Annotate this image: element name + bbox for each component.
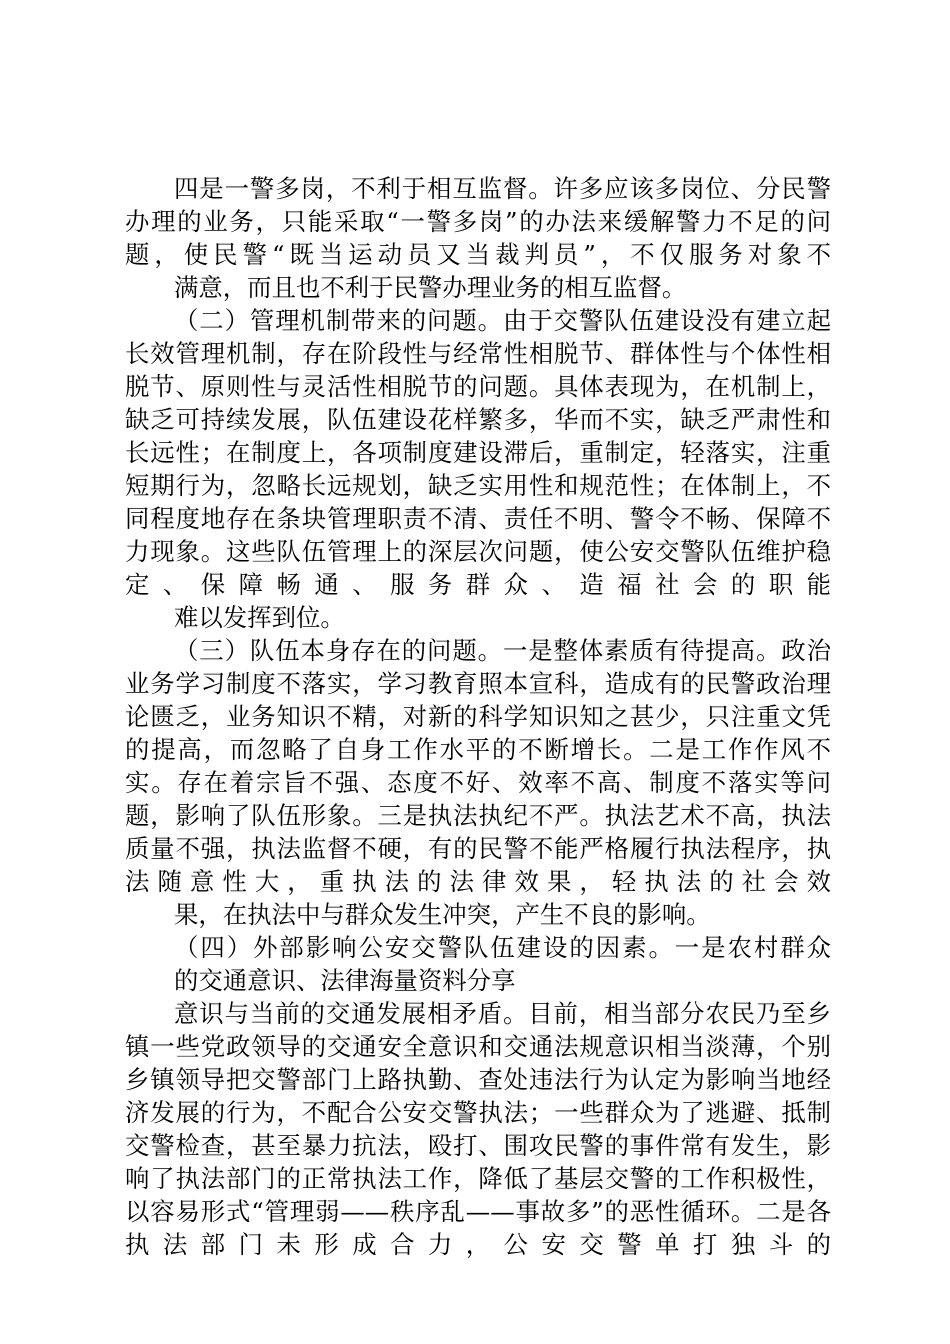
paragraph-team-problems bbox=[125, 634, 831, 931]
document-page bbox=[125, 172, 831, 1261]
paragraph-external-factors bbox=[125, 931, 831, 997]
paragraph-last-line: 果，在执法中与群众发生冲突，产生不良的影响。 bbox=[174, 900, 711, 929]
paragraph-body: （二）管理机制带来的问题。由于交警队伍建设没有建立起长效管理机制，存在阶段性与经常性相脱节、群体性与个体性相脱节、原则性与灵活性相脱节的问题。具体表现为，在机制上，缺乏可持续发展，队伍建设花样繁多，华而不实，缺乏严肃性和长远性；在制度上，各项制度建设滞后，重制定，轻落实，注重短期行为，忽略长远规划，缺乏实用性和规范性；在体制上，不同程度地存在条块管理职责不清、责任不明、警令不畅、保障不力现象。这些队伍管理上的深层次问题，使公安交警队伍维护稳定、保障畅通、服务群众、造福社会的职能 bbox=[125, 306, 831, 599]
paragraph-body: （三）队伍本身存在的问题。一是整体素质有待提高。政治业务学习制度不落实，学习教育照本宣科，造成有的民警政治理论匮乏，业务知识不精，对新的科学知识知之甚少，只注重文凭的提高，而忽略了自身工作水平的不断增长。二是工作作风不实。存在着宗旨不强、态度不好、效率不高、制度不落实等问题，影响了队伍形象。三是执法执纪不严。执法艺术不高，执法质量不强，执法监督不硬，有的民警不能严格履行执法程序，执法随意性大，重执法的法律效果，轻执法的社会效 bbox=[125, 636, 831, 896]
paragraph-last-line: 难以发挥到位。 bbox=[174, 603, 345, 632]
paragraph-body: 四是一警多岗，不利于相互监督。许多应该多岗位、分民警办理的业务，只能采取“一警多岗”的办法来缓解警力不足的问题，使民警“既当运动员又当裁判员”，不仅服务对象不 bbox=[125, 174, 831, 269]
paragraph-last-line: 的交通意识、法律海量资料分享 bbox=[174, 966, 516, 995]
paragraph-traffic-awareness bbox=[125, 997, 831, 1261]
paragraph-management-mechanism bbox=[125, 304, 831, 634]
paragraph-four-one-officer-many-posts bbox=[125, 172, 831, 304]
paragraph-body: 意识与当前的交通发展相矛盾。目前，相当部分农民乃至乡镇一些党政领导的交通安全意识和交通法规意识相当淡薄，个别乡镇领导把交警部门上路执勤、查处违法行为认定为影响当地经济发展的行为，不配合公安交警执法；一些群众为了逃避、抵制交警检查，甚至暴力抗法，殴打、围攻民警的事件常有发生，影响了执法部门的正常执法工作，降低了基层交警的工作积极性，以容易形式“管理弱——秩序乱——事故多”的恶性循环。二是各执法部门未形成合力，公安交警单打独斗的 bbox=[125, 999, 831, 1259]
paragraph-body: （四）外部影响公安交警队伍建设的因素。一是农村群众 bbox=[174, 933, 831, 962]
paragraph-last-line: 满意，而且也不利于民警办理业务的相互监督。 bbox=[174, 273, 687, 302]
